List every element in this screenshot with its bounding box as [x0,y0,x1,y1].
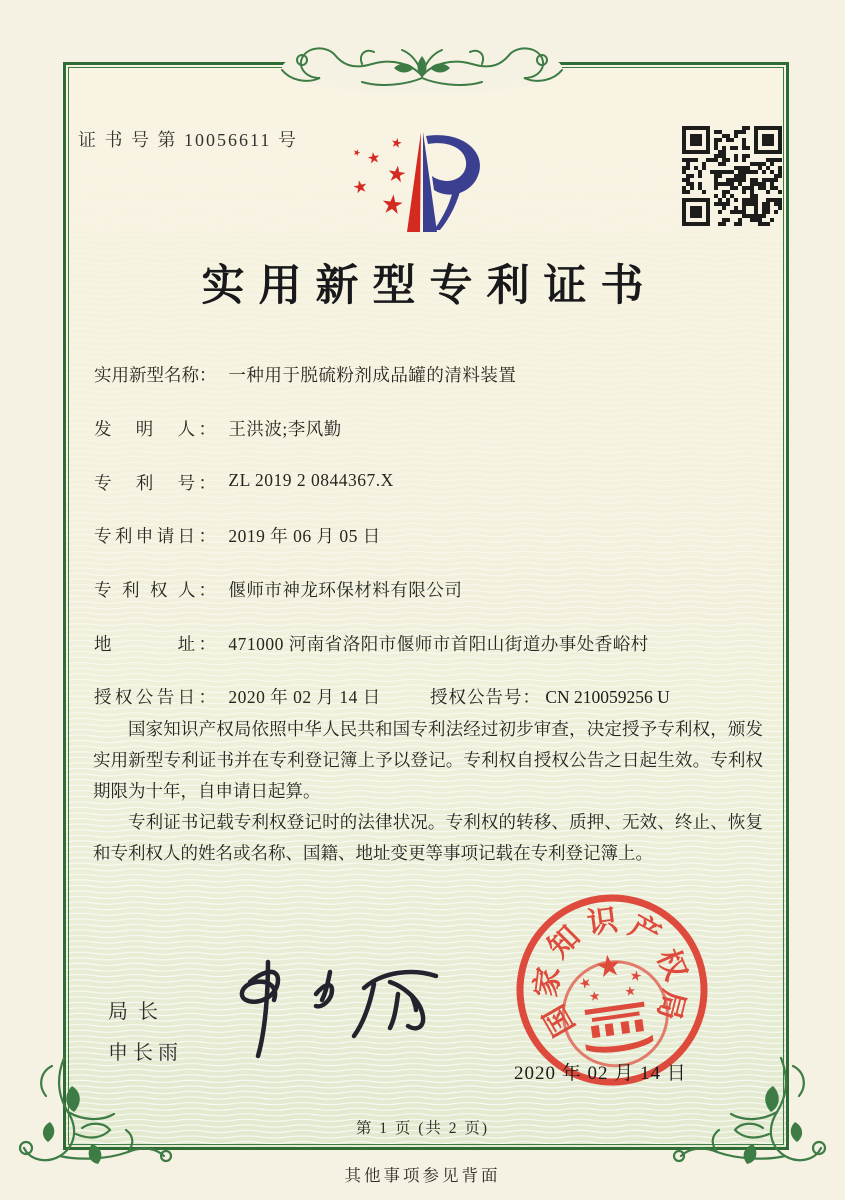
field-grant-number [430,684,670,709]
svg-text:★: ★ [628,967,644,986]
field-row-inventors [94,416,342,441]
field-row-name [94,362,516,387]
certificate-title: 实用新型专利证书 [201,263,658,310]
field-value: 王洪波;李风勤 [228,419,342,439]
cnipa-logo-icon [338,128,498,238]
svg-text:★: ★ [576,973,595,994]
field-value: 偃师市神龙环保材料有限公司 [228,580,463,600]
svg-text:★: ★ [350,176,370,199]
svg-text:★: ★ [592,947,625,986]
legal-text [93,714,763,869]
field-row-address [94,631,649,656]
svg-text:知: 知 [541,919,587,965]
qr-code [682,126,782,226]
svg-text:★: ★ [587,988,602,1006]
field-label: 授权公告日： [94,687,216,707]
svg-text:识: 识 [585,903,620,941]
field-value: 2019 年 06 月 05 日 [228,526,381,546]
field-label: 专 利 号： [94,473,216,493]
svg-text:家: 家 [529,965,567,1000]
seal-date: 2020 年 02 月 14 日 [514,1063,687,1084]
field-label: 实用新型名称： [94,365,217,385]
director-title: 局长 [108,1001,168,1023]
svg-text:★: ★ [365,147,382,168]
svg-text:★: ★ [350,147,362,160]
field-row-grant-date [94,684,670,709]
director-name: 申长雨 [108,1042,183,1064]
field-label: 授权公告号： [430,687,541,707]
back-side-note: 其他事项参见背面 [344,1166,501,1185]
field-label: 地 址： [94,634,216,654]
field-label: 专利申请日： [94,526,216,546]
certificate-number: 证 书 号 第 10056611 号 [78,130,298,150]
field-value: 2020 年 02 月 14 日 [228,687,381,707]
field-label: 发 明 人： [94,419,216,439]
field-row-patent-number [94,470,394,495]
field-row-patentee [94,577,462,602]
svg-text:★: ★ [379,189,406,222]
director-signature [212,948,462,1063]
field-value: ZL 2019 2 0844367.X [228,470,394,490]
svg-text:★: ★ [385,161,409,189]
field-row-filing-date [94,523,381,548]
page-number: 第 1 页 (共 2 页) [355,1120,490,1137]
svg-text:局: 局 [651,986,691,1024]
field-value: 一种用于脱硫粉剂成品罐的清料装置 [228,365,517,385]
field-value: CN 210059256 U [545,687,670,707]
svg-text:★: ★ [389,135,404,153]
legal-paragraph-1: 国家知识产权局依照中华人民共和国专利法经过初步审查，决定授予专利权，颁发实用新型专利证书并在专利登记簿上予以登记。专利权自授权公告之日起生效。专利权期限为十年，自申请日起算。 [93,719,763,801]
svg-text:产: 产 [623,909,666,953]
svg-text:国: 国 [537,999,582,1042]
legal-paragraph-2: 专利证书记载专利权登记时的法律状况。专利权的转移、质押、无效、终止、恢复和专利权人的姓名或名称、国籍、地址变更等事项记载在专利登记簿上。 [93,812,763,863]
field-label: 专 利 权 人： [94,580,216,600]
svg-text:权: 权 [650,944,693,986]
field-value: 471000 河南省洛阳市偃师市首阳山街道办事处香峪村 [228,634,649,654]
svg-text:★: ★ [623,983,638,1001]
